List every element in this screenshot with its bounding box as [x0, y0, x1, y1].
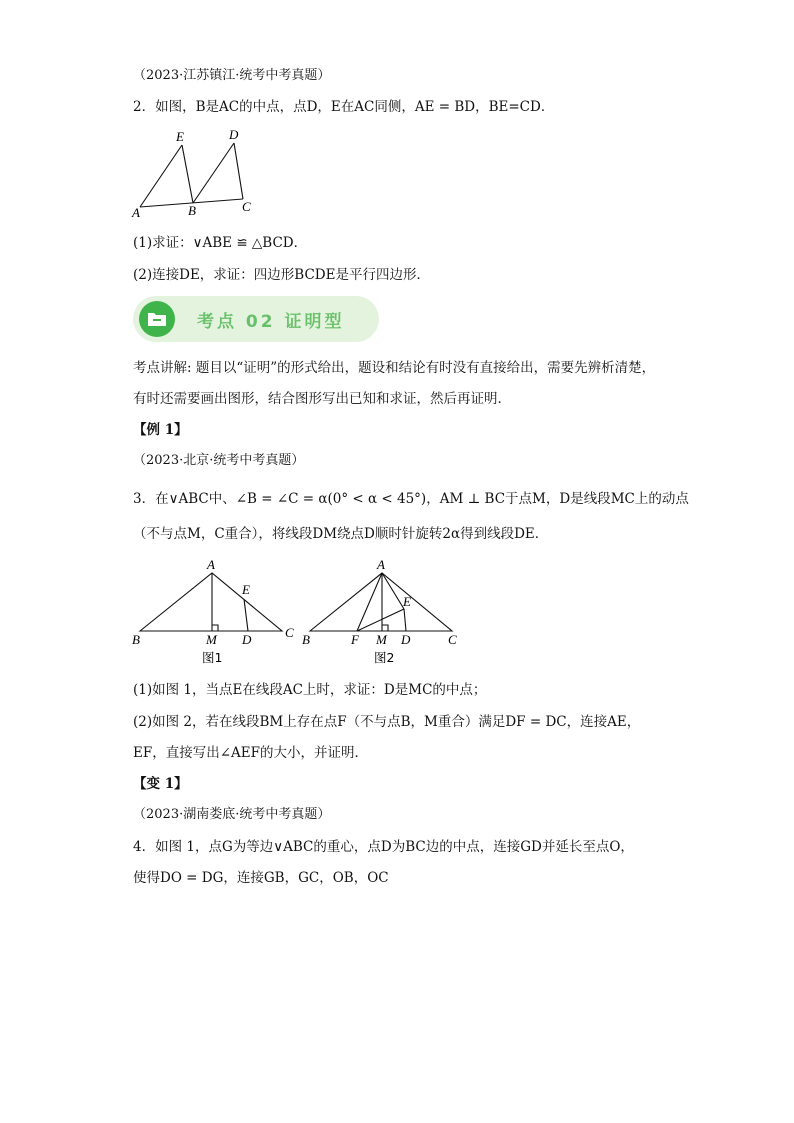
- label-M: M: [206, 632, 217, 647]
- section-banner: [133, 296, 379, 342]
- question-part-2: (2)连接DE，求证：四边形BCDE是平行四边形．: [133, 267, 430, 283]
- label-E: E: [403, 594, 411, 609]
- label-D: D: [229, 127, 239, 142]
- label-A: A: [207, 557, 215, 572]
- figure-1: [130, 555, 300, 670]
- question-part-2-line-1: (2)如图 2，若在线段BM上存在点F（不与点B，M重合）满足DF = DC，连接AE，: [133, 714, 641, 730]
- figure-2: [300, 555, 470, 670]
- folder-icon: [139, 301, 175, 337]
- label-E: E: [242, 582, 250, 597]
- question-stem-line-1: 4．如图 1，点G为等边∨ABC的重心，点D为BC边的中点，连接GD并延长至点O，: [133, 839, 634, 855]
- figure-caption: 图2: [374, 650, 395, 665]
- label-B: B: [188, 203, 196, 218]
- example-heading: 【例 1】: [133, 422, 188, 438]
- label-C: C: [285, 625, 294, 640]
- label-A: A: [377, 557, 385, 572]
- label-D: D: [242, 632, 252, 647]
- explanation-line-1: 考点讲解: 题目以“证明”的形式给出，题设和结论有时没有直接给出，需要先辨析清楚，: [133, 360, 656, 376]
- question-stem-line-2: 使得DO = DG，连接GB，GC，OB，OC: [133, 870, 389, 886]
- label-M: M: [376, 632, 387, 647]
- source-note: （2023·江苏镇江·统考中考真题）: [133, 68, 331, 83]
- source-note: （2023·湖南娄底·统考中考真题）: [133, 807, 331, 822]
- explanation-line-2: 有时还需要画出图形，结合图形写出已知和求证，然后再证明．: [133, 391, 511, 407]
- question-part-1: (1)如图 1，当点E在线段AC上时，求证：D是MC的中点；: [133, 682, 487, 698]
- label-D: D: [401, 632, 411, 647]
- variant-heading: 【变 1】: [133, 776, 188, 792]
- triangles-figure-q2: [130, 125, 270, 220]
- section-title: 考点 02 证明型: [197, 312, 345, 332]
- label-E: E: [176, 129, 184, 144]
- question-stem-line-2: （不与点M，C重合），将线段DM绕点D顺时针旋转2α得到线段DE．: [133, 526, 549, 542]
- question-stem-line-1: 3．在∨ABC中、∠B = ∠C = α(0° < α < 45°)，AM ⊥ BC于点M，D是线段MC上的动点: [133, 491, 689, 507]
- label-B: B: [302, 632, 310, 647]
- question-part-1: (1)求证：∨ABE ≌ △BCD．: [133, 235, 308, 251]
- label-A: A: [132, 205, 140, 220]
- figure-caption: 图1: [202, 650, 223, 665]
- label-F: F: [351, 632, 359, 647]
- source-note: （2023·北京·统考中考真题）: [133, 453, 305, 468]
- label-C: C: [448, 632, 457, 647]
- label-C: C: [242, 199, 251, 214]
- question-stem: 2．如图，B是AC的中点，点D，E在AC同侧，AE = BD，BE=CD．: [133, 99, 555, 115]
- question-part-2-line-2: EF，直接写出∠AEF的大小，并证明．: [133, 745, 369, 761]
- label-B: B: [132, 632, 140, 647]
